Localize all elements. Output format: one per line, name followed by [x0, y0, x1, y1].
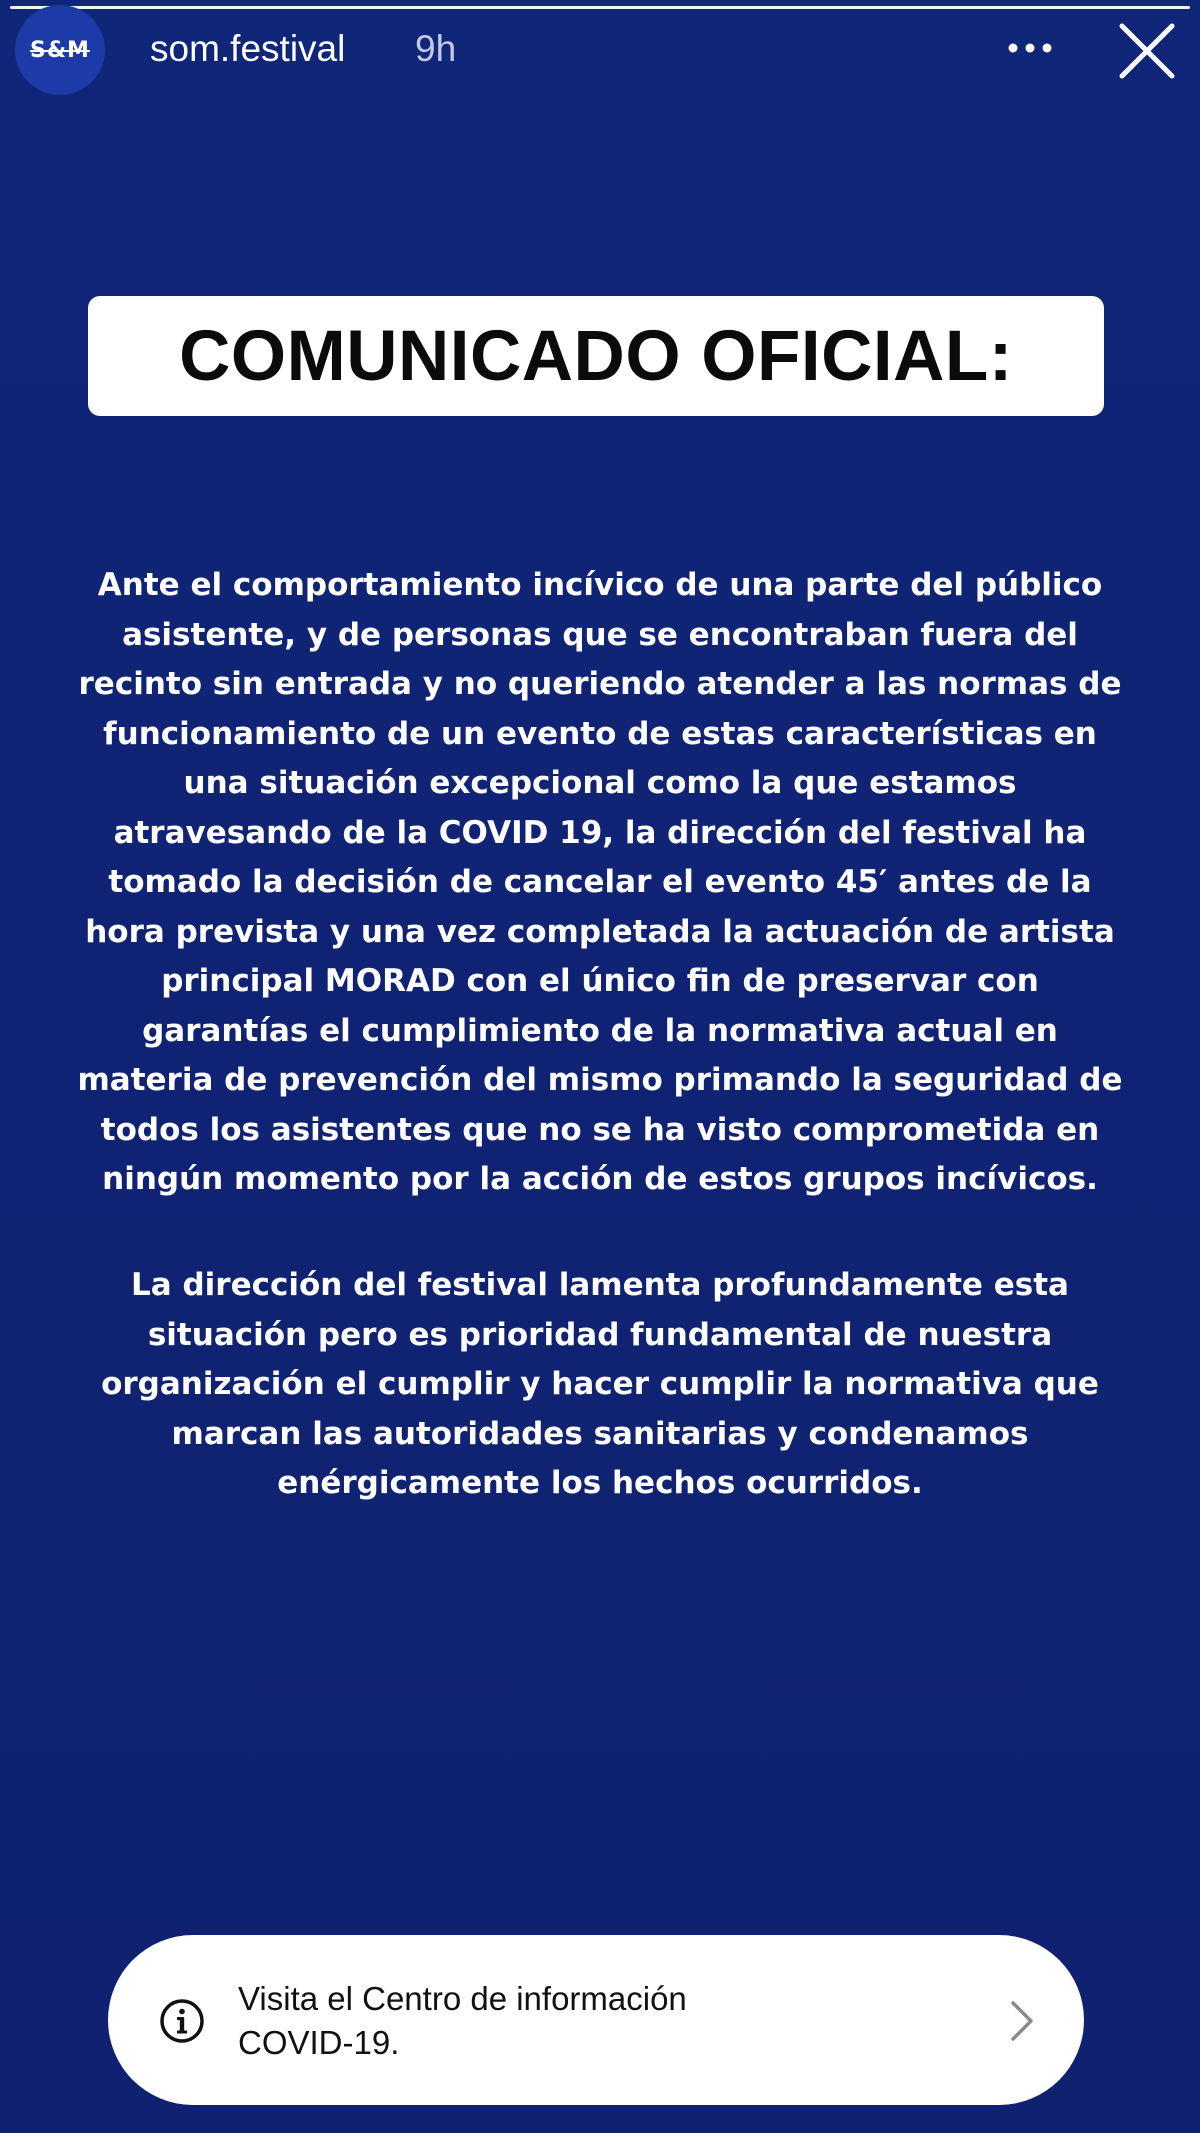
statement-line: La dirección del festival lamenta profundamente esta: [131, 1267, 1069, 1303]
statement-line: materia de prevención del mismo primando la seguridad de: [77, 1062, 1123, 1098]
close-button[interactable]: [1112, 16, 1182, 86]
chevron-right-icon: [1008, 1999, 1036, 2043]
covid-info-line-2: COVID-19.: [238, 2024, 400, 2061]
covid-info-text: [238, 1977, 878, 2065]
statement-line: enérgicamente los hechos ocurridos.: [277, 1465, 923, 1501]
post-time: 9h: [415, 28, 457, 69]
avatar-logo-text: S&M: [30, 37, 90, 63]
title-badge: [88, 296, 1104, 416]
avatar[interactable]: [15, 5, 105, 95]
statement-line: atravesando de la COVID 19, la dirección del festival ha: [113, 814, 1087, 851]
statement-line: todos los asistentes que no se ha visto comprometida en: [100, 1111, 1100, 1148]
more-dots-icon: [1007, 42, 1053, 54]
statement-line: garantías el cumplimiento de la normativa actual en: [142, 1012, 1058, 1049]
page-title: COMUNICADO OFICIAL:: [179, 316, 1013, 396]
statement-line: funcionamiento de un evento de estas características en: [103, 715, 1097, 752]
statement-paragraph-1: [0, 561, 1200, 1205]
statement-line: principal MORAD con el único fin de preservar con: [161, 963, 1039, 999]
covid-info-sticker[interactable]: [108, 1935, 1084, 2105]
statement-line: asistente, y de personas que se encontraban fuera del: [122, 616, 1078, 653]
statement-line: organización el cumplir y hacer cumplir la normativa que: [101, 1366, 1099, 1402]
statement-line: ningún momento por la acción de estos grupos incívicos.: [102, 1161, 1098, 1197]
statement-line: tomado la decisión de cancelar el evento 45′ antes de la: [108, 864, 1092, 900]
covid-info-line-1: Visita el Centro de información: [238, 1980, 687, 2017]
story-header: [0, 0, 1200, 100]
statement-line: hora prevista y una vez completada la actuación de artista: [85, 913, 1115, 950]
more-options-button[interactable]: [1000, 28, 1060, 68]
statement-line: una situación excepcional como la que estamos: [183, 765, 1017, 801]
statement-line: recinto sin entrada y no queriendo atender a las normas de: [78, 666, 1122, 702]
close-icon: [1112, 16, 1182, 86]
info-icon: [158, 1997, 206, 2045]
statement-line: Ante el comportamiento incívico de una parte del público: [97, 567, 1103, 603]
statement-line: marcan las autoridades sanitarias y condenamos: [171, 1415, 1029, 1452]
statement-paragraph-2: [0, 1261, 1200, 1509]
username-link[interactable]: som.festival: [150, 28, 346, 69]
statement-line: situación pero es prioridad fundamental de nuestra: [147, 1316, 1053, 1353]
